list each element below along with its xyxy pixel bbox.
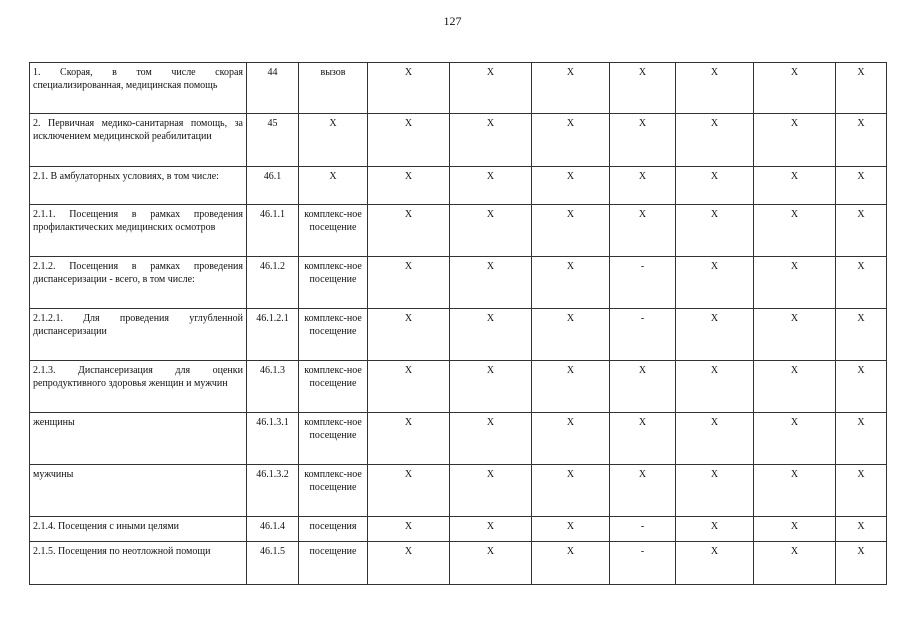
row-value-cell: X [532,413,610,465]
row-value-cell: X [532,542,610,585]
row-value-cell: X [754,257,836,309]
row-value-cell: X [836,167,887,205]
row-value-cell: X [368,205,450,257]
row-unit-cell: X [299,114,368,167]
row-value-cell: X [450,465,532,517]
row-value-cell: X [532,465,610,517]
row-value-cell: X [754,167,836,205]
row-name-cell: женщины [30,413,247,465]
row-value-cell: X [610,205,676,257]
row-code-cell: 46.1.2 [247,257,299,309]
row-value-cell: X [610,63,676,114]
row-value-cell: X [836,465,887,517]
row-unit-cell: комплекс-ное посещение [299,361,368,413]
row-value-cell: X [368,309,450,361]
row-name-cell: 2.1.2. Посещения в рамках проведения диспансеризации - всего, в том числе: [30,257,247,309]
row-value-cell: X [450,517,532,542]
row-value-cell: X [368,167,450,205]
row-name-cell: 2.1.5. Посещения по неотложной помощи [30,542,247,585]
row-value-cell: - [610,517,676,542]
table-row [30,167,887,205]
row-value-cell: X [450,413,532,465]
row-value-cell: X [676,542,754,585]
row-value-cell: X [754,413,836,465]
row-value-cell: X [532,114,610,167]
row-value-cell: X [450,114,532,167]
row-unit-cell: X [299,167,368,205]
row-value-cell: X [836,542,887,585]
row-value-cell: X [754,361,836,413]
row-value-cell: X [368,465,450,517]
table-row [30,63,887,114]
row-unit-cell: комплекс-ное посещение [299,205,368,257]
row-value-cell: X [450,205,532,257]
row-name-cell: 2.1.3. Диспансеризация для оценки репродуктивного здоровья женщин и мужчин [30,361,247,413]
row-unit-cell: вызов [299,63,368,114]
row-unit-cell: комплекс-ное посещение [299,413,368,465]
row-value-cell: X [754,517,836,542]
row-value-cell: X [754,309,836,361]
row-value-cell: X [532,517,610,542]
row-value-cell: X [836,114,887,167]
row-value-cell: X [532,257,610,309]
row-code-cell: 46.1.3.2 [247,465,299,517]
row-name-cell: 1. Скорая, в том числе скорая специализированная, медицинская помощь [30,63,247,114]
row-value-cell: X [450,361,532,413]
row-value-cell: X [754,205,836,257]
row-value-cell: X [836,205,887,257]
table-row [30,517,887,542]
row-value-cell: X [836,361,887,413]
row-value-cell: X [450,257,532,309]
row-value-cell: X [676,413,754,465]
table-row [30,205,887,257]
row-name-cell: 2.1.1. Посещения в рамках проведения профилактических медицинских осмотров [30,205,247,257]
row-value-cell: X [836,309,887,361]
row-value-cell: X [532,361,610,413]
row-value-cell: X [450,63,532,114]
row-unit-cell: комплекс-ное посещение [299,309,368,361]
row-value-cell: X [450,309,532,361]
row-value-cell: X [676,205,754,257]
table-row [30,114,887,167]
row-value-cell: X [368,257,450,309]
data-table [29,62,887,585]
row-value-cell: X [368,542,450,585]
row-value-cell: X [676,361,754,413]
row-value-cell: X [754,114,836,167]
row-value-cell: X [450,167,532,205]
row-value-cell: X [676,63,754,114]
row-name-cell: 2.1. В амбулаторных условиях, в том числе: [30,167,247,205]
row-value-cell: X [368,361,450,413]
row-code-cell: 46.1.3.1 [247,413,299,465]
row-name-cell: 2. Первичная медико-санитарная помощь, за исключением медицинской реабилитации [30,114,247,167]
row-code-cell: 46.1 [247,167,299,205]
row-code-cell: 46.1.3 [247,361,299,413]
table-row [30,542,887,585]
row-name-cell: мужчины [30,465,247,517]
row-code-cell: 46.1.2.1 [247,309,299,361]
row-name-cell: 2.1.4. Посещения с иными целями [30,517,247,542]
row-code-cell: 44 [247,63,299,114]
table-row [30,257,887,309]
row-value-cell: X [610,114,676,167]
row-value-cell: - [610,309,676,361]
row-value-cell: X [368,413,450,465]
row-value-cell: X [450,542,532,585]
row-value-cell: X [754,542,836,585]
row-unit-cell: комплекс-ное посещение [299,465,368,517]
row-code-cell: 46.1.5 [247,542,299,585]
row-value-cell: X [532,205,610,257]
row-value-cell: X [610,167,676,205]
row-value-cell: X [836,413,887,465]
row-value-cell: X [676,167,754,205]
row-value-cell: X [836,257,887,309]
row-unit-cell: посещение [299,542,368,585]
row-value-cell: X [610,361,676,413]
row-code-cell: 46.1.1 [247,205,299,257]
page-number: 127 [443,14,462,28]
row-value-cell: - [610,257,676,309]
table-row [30,361,887,413]
row-value-cell: X [836,63,887,114]
row-value-cell: X [754,465,836,517]
table-row [30,465,887,517]
row-value-cell: X [836,517,887,542]
row-unit-cell: посещения [299,517,368,542]
row-value-cell: X [368,114,450,167]
row-value-cell: X [532,309,610,361]
table-row [30,413,887,465]
row-value-cell: X [676,257,754,309]
row-value-cell: X [676,309,754,361]
row-value-cell: X [676,114,754,167]
row-value-cell: X [368,517,450,542]
row-value-cell: X [610,413,676,465]
row-value-cell: - [610,542,676,585]
row-unit-cell: комплекс-ное посещение [299,257,368,309]
row-code-cell: 46.1.4 [247,517,299,542]
row-value-cell: X [754,63,836,114]
row-code-cell: 45 [247,114,299,167]
row-value-cell: X [368,63,450,114]
row-value-cell: X [532,167,610,205]
row-name-cell: 2.1.2.1. Для проведения углубленной диспансеризации [30,309,247,361]
row-value-cell: X [676,517,754,542]
table-row [30,309,887,361]
row-value-cell: X [610,465,676,517]
row-value-cell: X [676,465,754,517]
row-value-cell: X [532,63,610,114]
